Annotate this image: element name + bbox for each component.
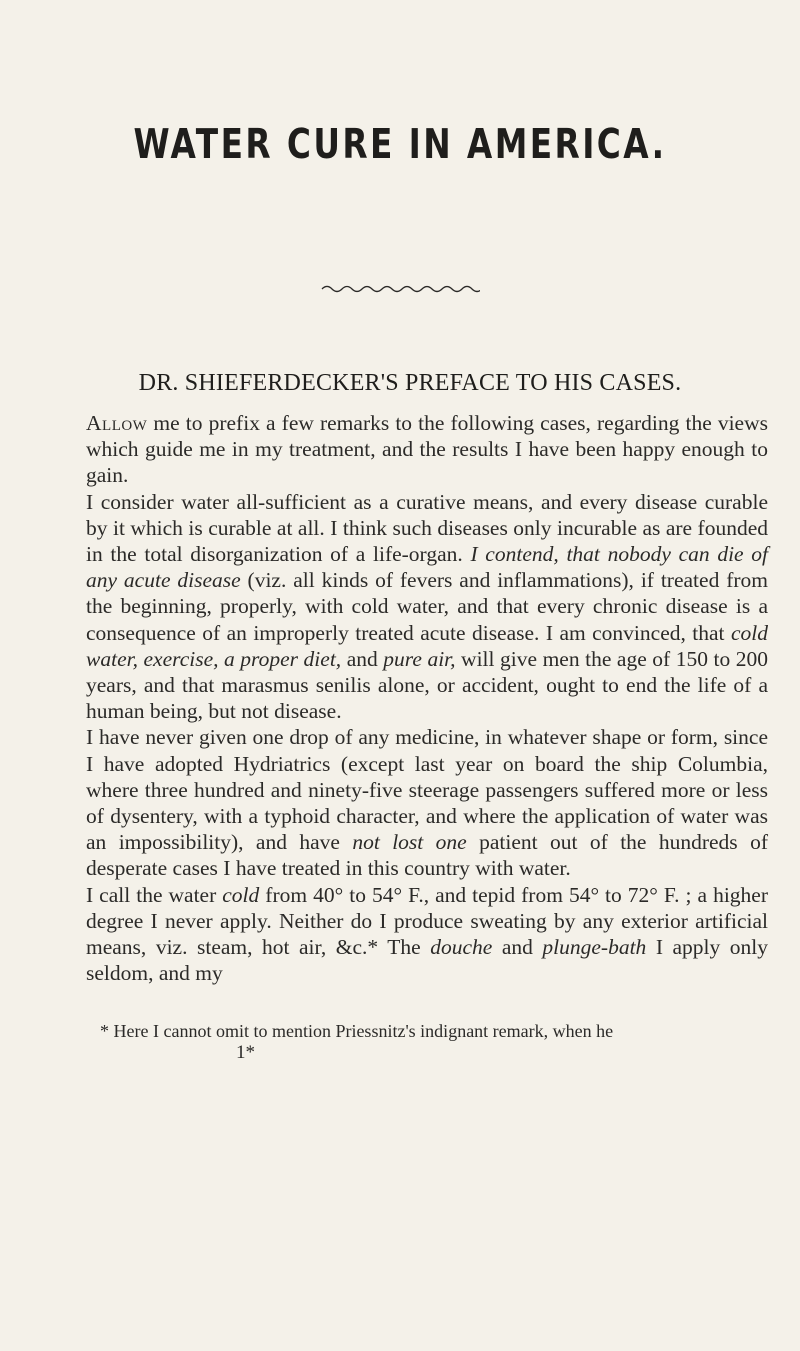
paragraph-1 (86, 410, 768, 489)
text-run: from 40° to 54° F., and tepid from 54° to 72° F. ; a higher degree I never apply. Neither do I produce sweating by any exterior artificial means, viz. steam, hot air, &c.* The (86, 882, 769, 960)
paragraph-1-text: me to prefix a few remarks to the following cases, regarding the views which guide me in my treatment, and the results I have been happy enough to gain. (86, 411, 768, 488)
footnote: * Here I cannot omit to mention Priessnitz's indignant remark, when he (100, 1021, 614, 1041)
body-text (86, 410, 768, 986)
italic-run: cold water, exercise, a proper diet, (86, 620, 768, 671)
book-title: WATER CURE IN AMERICA. (133, 120, 667, 168)
paragraph-3 (86, 724, 768, 881)
section-heading: DR. SHIEFERDECKER'S PREFACE TO HIS CASES. (138, 370, 682, 396)
drop-word: Allow (86, 411, 148, 435)
text-run: and (341, 646, 384, 671)
text-run: patient out of the hundreds of desperate cases I have treated in this country with water. (86, 830, 768, 881)
italic-run: pure air, (383, 646, 456, 671)
signature-mark: 1* (236, 1042, 255, 1063)
text-run: I consider water all-sufficient as a curative means, and every disease curable by it which is curable at all. I think such diseases only incurable as are founded in the total disorganization of a life-organ. (86, 489, 768, 567)
text-run: will give men the age of 150 to 200 years, and that marasmus senilis alone, or accident, ought to end the life of a human being, but not disease. (86, 646, 769, 724)
italic-run: I contend, that nobody can die of any acute disease (86, 542, 769, 593)
paragraph-2 (86, 489, 768, 725)
paragraph-4 (86, 882, 768, 987)
italic-run: douche (430, 935, 493, 960)
italic-run: cold (222, 882, 260, 907)
text-run: and (492, 935, 543, 960)
italic-run: not lost one (352, 830, 467, 855)
text-run: I apply only seldom, and my (86, 935, 769, 986)
text-run: I call the water (86, 882, 223, 907)
text-run: I have never given one drop of any medicine, in whatever shape or form, since I have adopted Hydriatrics (except last year on board the ship Columbia, where three hundred and ninety-five steerage passengers suffered more or less of dysentery, with a typhoid character, and where the application of water was an impossibility), and have (86, 725, 768, 855)
wavy-rule-ornament (320, 282, 480, 296)
italic-run: plunge-bath (542, 935, 647, 960)
text-run: (viz. all kinds of fevers and inflammations), if treated from the beginning, properly, with cold water, and that every chronic disease is a consequence of an improperly treated acute disease. I am convinced, that (86, 568, 768, 645)
